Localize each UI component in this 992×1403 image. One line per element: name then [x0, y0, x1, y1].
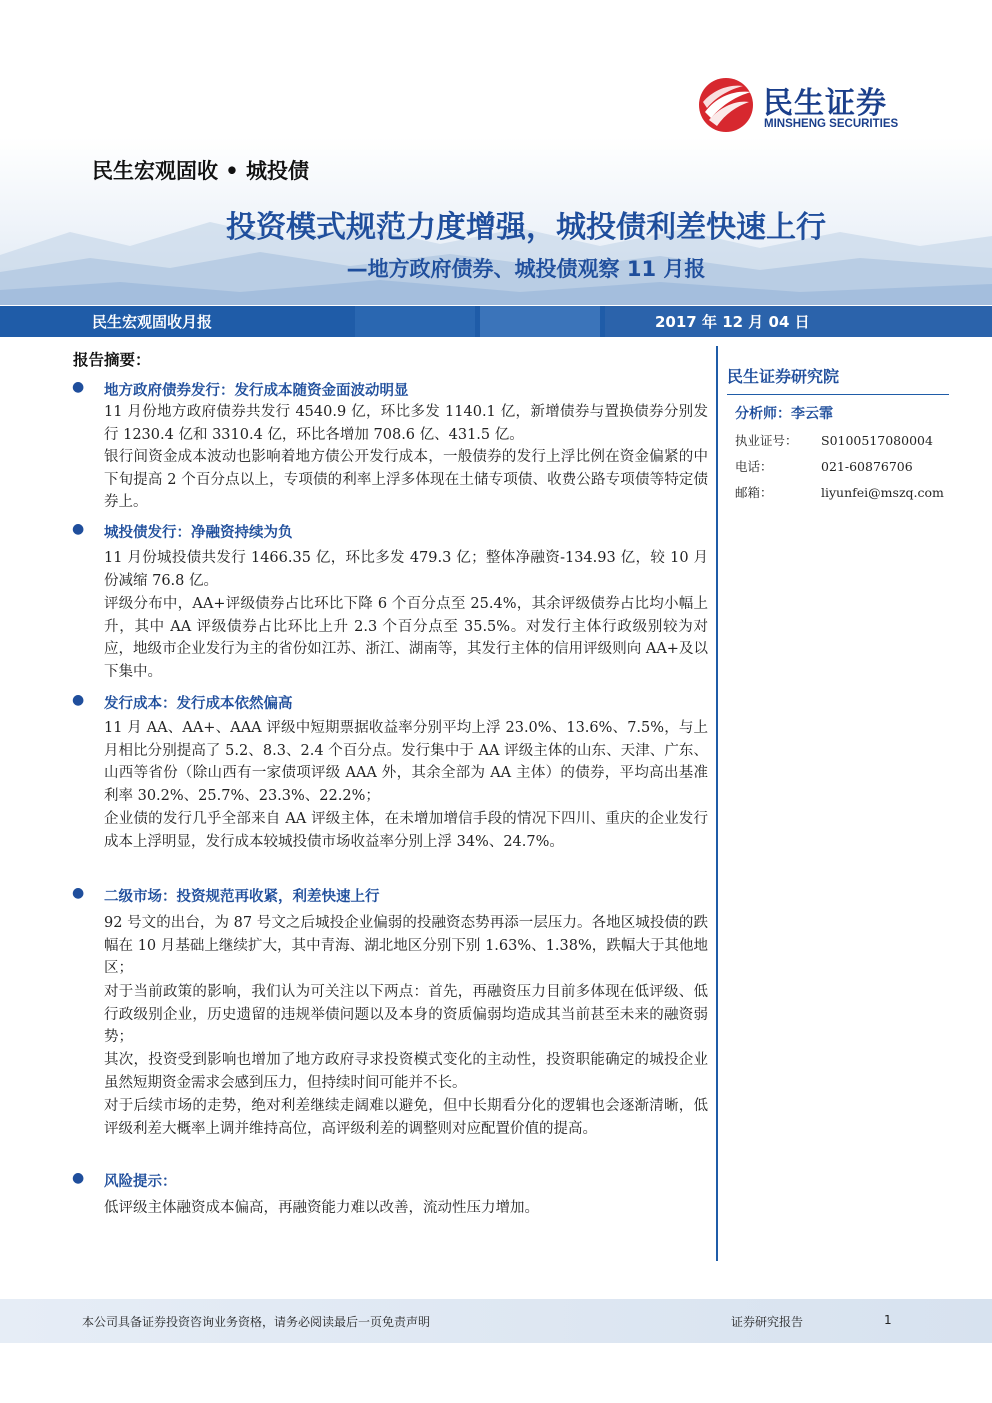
banner-stripe — [355, 306, 475, 337]
contact-label: 执业证号： — [735, 433, 798, 448]
brand-name-cn: 民生证券 — [763, 86, 887, 121]
contact-email — [735, 483, 944, 501]
institute-name: 民生证券研究院 — [727, 367, 840, 386]
section-paragraph: 银行间资金成本波动也影响着地方债公开发行成本，一般债券的发行上浮比例在资金偏紧的中下旬提高 2 个百分点以上，专项债的利率上浮多体现在土储专项债、收费公路专项债等特定债券上。 — [104, 449, 708, 511]
minsheng-logo-icon — [697, 76, 755, 134]
contact-value: S0100517080004 — [821, 433, 933, 448]
report-date: 2017 年 12 月 04 日 — [655, 313, 810, 331]
banner-stripe — [480, 306, 600, 337]
report-title: 投资模式规范力度增强，城投债利差快速上行 — [226, 210, 826, 245]
footer-disclaimer: 本公司具备证券投资咨询业务资格，请务必阅读最后一页免责声明 — [82, 1315, 431, 1329]
section-heading: 城投债发行：净融资持续为负 — [104, 524, 293, 541]
contact-phone — [735, 457, 913, 475]
section-heading: 风险提示： — [104, 1173, 177, 1190]
summary-title: 报告摘要： — [73, 350, 151, 369]
email-link[interactable]: liyunfei@mszq.com — [821, 485, 944, 500]
footer-doc-type: 证券研究报告 — [731, 1315, 804, 1329]
contact-label: 电话： — [735, 459, 773, 474]
bullet-icon: ● — [72, 885, 85, 901]
section-paragraph: 11 月份城投债共发行 1466.35 亿，环比多发 479.3 亿；整体净融资-134.93 亿，较 10 月份减缩 76.8 亿。 — [104, 550, 708, 589]
page-number: 1 — [884, 1313, 892, 1327]
section-paragraph: 对于当前政策的影响，我们认为可关注以下两点：首先，再融资压力目前多体现在低评级、低行政级别企业，历史遗留的违规举债问题以及本身的资质偏弱均造成其当前甚至未来的融资弱势； — [104, 984, 708, 1046]
section-paragraph: 低评级主体融资成本偏高，再融资能力难以改善，流动性压力增加。 — [104, 1200, 539, 1216]
brand-name-en: MINSHENG SECURITIES — [764, 118, 899, 130]
report-subtitle: —地方政府债券、城投债观察 11 月报 — [346, 257, 706, 281]
minsheng-logo — [697, 76, 927, 136]
bullet-icon: ● — [72, 692, 85, 708]
report-type: 民生宏观固收月报 — [92, 313, 213, 331]
bullet-icon: ● — [72, 1170, 85, 1186]
section-paragraph: 92 号文的出台，为 87 号文之后城投企业偏弱的投融资态势再添一层压力。各地区城投债的跌幅在 10 月基础上继续扩大，其中青海、湖北地区分别下别 1.63%、1.38%，跌幅大于其他地区； — [104, 915, 708, 977]
analyst-name: 分析师：李云霏 — [735, 406, 833, 422]
sidebar-divider — [716, 346, 718, 1261]
section-paragraph: 对于后续市场的走势，绝对利差继续走阔难以避免，但中长期看分化的逻辑也会逐渐清晰，低评级利差大概率上调并维持高位，高评级利差的调整则对应配置价值的提高。 — [104, 1098, 708, 1137]
contact-label: 邮箱： — [735, 485, 773, 500]
contact-license — [735, 431, 933, 449]
page-footer — [0, 1299, 992, 1343]
section-paragraph: 企业债的发行几乎全部来自 AA 评级主体，在未增加增信手段的情况下四川、重庆的企业发行成本上浮明显，发行成本较城投债市场收益率分别上浮 34%、24.7%。 — [104, 811, 708, 850]
section-paragraph: 11 月份地方政府债券共发行 4540.9 亿，环比多发 1140.1 亿，新增债券与置换债券分别发行 1230.4 亿和 3310.4 亿，环比各增加 708.6 亿、431.5 亿。 — [104, 404, 708, 443]
section-heading: 发行成本：发行成本依然偏高 — [104, 695, 293, 712]
section-heading: 地方政府债券发行：发行成本随资金面波动明显 — [104, 382, 409, 399]
section-heading: 二级市场：投资规范再收紧，利差快速上行 — [104, 888, 380, 905]
series-title: 民生宏观固收 • 城投债 — [92, 158, 310, 183]
section-paragraph: 11 月 AA、AA+、AAA 评级中短期票据收益率分别平均上浮 23.0%、13.6%、7.5%，与上月相比分别提高了 5.2、8.3、2.4 个百分点。发行集中于 AA 评级主体的山东、天津、广东、山西等省份（除山西有一家债项评级 AAA 外，其余全部为 AA 主体）的债券，平均高出基准利率 30.2%、25.7%、23.3%、22.2%； — [104, 720, 708, 804]
bullet-icon: ● — [72, 521, 85, 537]
section-paragraph: 其次，投资受到影响也增加了地方政府寻求投资模式变化的主动性，投资职能确定的城投企业虽然短期资金需求会感到压力，但持续时间可能并不长。 — [104, 1052, 708, 1091]
institute-rule — [727, 394, 949, 395]
report-banner — [0, 306, 992, 337]
section-paragraph: 评级分布中，AA+评级债券占比环比下降 6 个百分点至 25.4%，其余评级债券占比均小幅上升，其中 AA 评级债券占比环比上升 2.3 个百分点至 35.5%。对发行主体行政级别较为对应，地级市企业发行为主的省份如江苏、浙江、湖南等，其发行主体的信用评级则向 AA+及以下集中。 — [104, 596, 708, 680]
bullet-icon: ● — [72, 379, 85, 395]
contact-value: 021-60876706 — [821, 459, 913, 474]
